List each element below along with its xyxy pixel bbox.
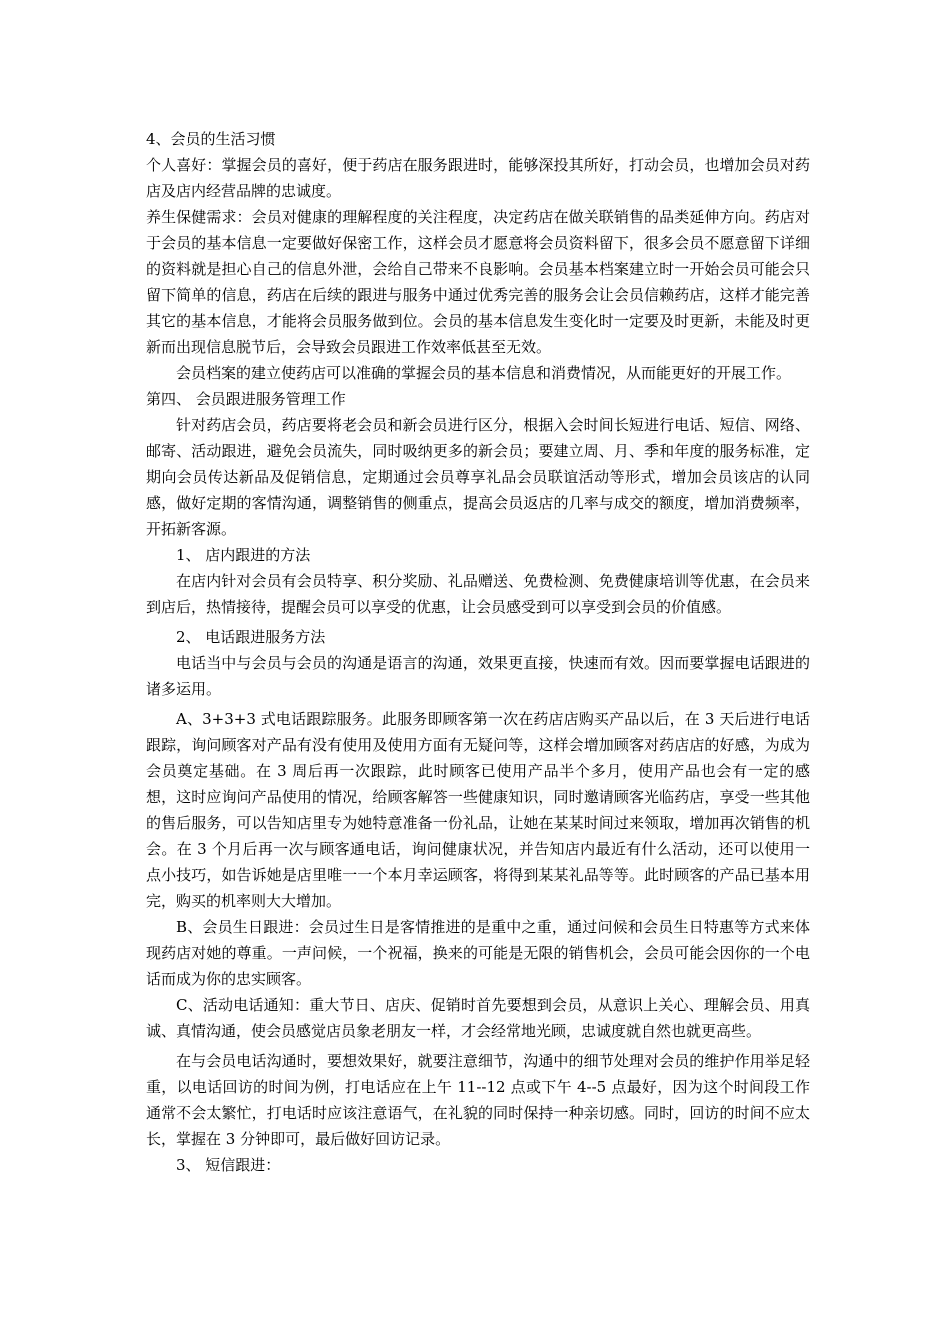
document-page	[146, 126, 810, 1178]
paragraph-method2-body: 电话当中与会员与会员的沟通是语言的沟通，效果更直接，快速而有效。因而要掌握电话跟进的诸多运用。	[146, 654, 810, 698]
method2-title: 2、 电话跟进服务方法	[176, 628, 326, 646]
paragraph-archive-summary: 会员档案的建立使药店可以准确的掌握会员的基本信息和消费情况，从而能更好的开展工作。	[176, 364, 792, 382]
paragraph-method2-a: A、3+3+3 式电话跟踪服务。此服务即顾客第一次在药店店购买产品以后，在 3 天后进行电话跟踪，询问顾客对产品有没有使用及使用方面有无疑问等，这样会增加顾客对药店店的好感，为成为会员奠定基础。在 3 周后再一次跟踪，此时顾客已使用产品半个多月，使用产品也会有一定的感想，这时应询问产品使用的情况，给顾客解答一些健康知识，同时邀请顾客光临药店，享受一些其他的售后服务，可以告知店里专为她特意准备一份礼品，让她在某某时间过来领取，增加再次销售的机会。在 3 个月后再一次与顾客通电话，询问健康状况，并告知店内最近有什么活动，还可以使用一点小技巧，如告诉她是店里唯一一个本月幸运顾客，将得到某某礼品等等。此时顾客的产品已基本用完，购买的机率则大大增加。	[146, 710, 810, 910]
paragraph-method2-c: C、活动电话通知：重大节日、店庆、促销时首先要想到会员，从意识上关心、理解会员、用真诚、真情沟通，使会员感觉店员象老朋友一样，才会经常地光顾，忠诚度就自然也就更高些。	[146, 996, 810, 1040]
paragraph-method2-tips: 在与会员电话沟通时，要想效果好，就要注意细节，沟通中的细节处理对会员的维护作用举足轻重，以电话回访的时间为例，打电话应在上午 11--12 点或下午 4--5 点最好，因为这个时间段工作通常不会太繁忙，打电话时应该注意语气，在礼貌的同时保持一种亲切感。同时，回访的时间不应太长，掌握在 3 分钟即可，最后做好回访记录。	[146, 1052, 810, 1148]
paragraph-hobby: 个人喜好：掌握会员的喜好，便于药店在服务跟进时，能够深投其所好，打动会员，也增加会员对药店及店内经营品牌的忠诚度。	[146, 156, 810, 200]
method3-title: 3、 短信跟进：	[176, 1156, 281, 1174]
section4-title: 第四、 会员跟进服务管理工作	[146, 390, 346, 408]
section-habits-title: 4、会员的生活习惯	[146, 130, 276, 148]
paragraph-section4-intro: 针对药店会员，药店要将老会员和新会员进行区分，根据入会时间长短进行电话、短信、网络、邮寄、活动跟进，避免会员流失，同时吸纳更多的新会员；要建立周、月、季和年度的服务标准，定期向会员传达新品及促销信息，定期通过会员尊享礼品会员联谊活动等形式，增加会员该店的认同感，做好定期的客情沟通，调整销售的侧重点，提高会员返店的几率与成交的额度，增加消费频率，开拓新客源。	[146, 416, 810, 538]
paragraph-method1-body: 在店内针对会员有会员特享、积分奖励、礼品赠送、免费检测、免费健康培训等优惠，在会员来到店后，热情接待，提醒会员可以享受的优惠，让会员感受到可以享受到会员的价值感。	[146, 572, 810, 616]
paragraph-health-needs: 养生保健需求：会员对健康的理解程度的关注程度，决定药店在做关联销售的品类延伸方向。药店对于会员的基本信息一定要做好保密工作，这样会员才愿意将会员资料留下，很多会员不愿意留下详细的资料就是担心自己的信息外泄，会给自己带来不良影响。会员基本档案建立时一开始会员可能会只留下简单的信息，药店在后续的跟进与服务中通过优秀完善的服务会让会员信赖药店，这样才能完善其它的基本信息，才能将会员服务做到位。会员的基本信息发生变化时一定要及时更新，未能及时更新而出现信息脱节后，会导致会员跟进工作效率低甚至无效。	[146, 208, 810, 356]
method1-title: 1、 店内跟进的方法	[176, 546, 311, 564]
paragraph-method2-b: B、会员生日跟进：会员过生日是客情推进的是重中之重，通过问候和会员生日特惠等方式来体现药店对她的尊重。一声问候，一个祝福，换来的可能是无限的销售机会，会员可能会因你的一个电话而成为你的忠实顾客。	[146, 918, 810, 988]
